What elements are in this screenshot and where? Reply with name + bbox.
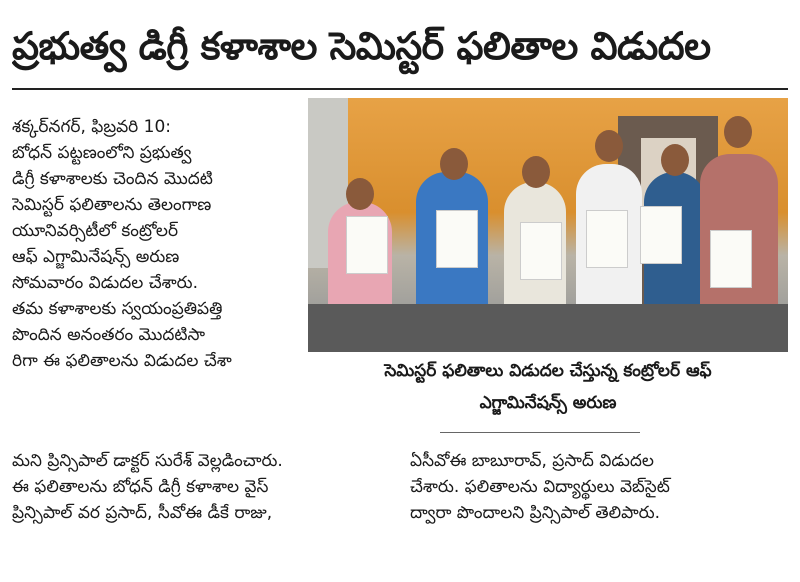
body-line: మని ప్రిన్సిపాల్ డాక్టర్ సురేశ్ వెల్లడించారు. bbox=[12, 451, 283, 471]
bottom-left-column bbox=[12, 448, 402, 526]
body-line: చేశారు. ఫలితాలను విద్యార్థులు వెబ్‌సైట్ bbox=[410, 477, 670, 497]
body-line: సోమవారం విడుదల చేశారు. bbox=[12, 273, 198, 293]
photo-paper bbox=[346, 216, 388, 274]
photo-head bbox=[724, 116, 752, 148]
photo-caption bbox=[308, 355, 788, 419]
body-line: ఈ ఫలితాలను బోధన్ డిగ్రీ కళాశాల వైస్ bbox=[12, 477, 269, 497]
photo-head bbox=[595, 130, 623, 162]
caption-line: సెమిస్టర్ ఫలితాలు విడుదల చేస్తున్న కంట్రోలర్ ఆఫ్ bbox=[384, 361, 712, 381]
body-line: తమ కళాశాలకు స్వయంప్రతిపత్తి bbox=[12, 299, 223, 319]
body-line: ఆఫ్ ఎగ్జామినేషన్స్ అరుణ bbox=[12, 247, 180, 267]
photo-paper bbox=[710, 230, 752, 288]
bottom-right-column bbox=[410, 448, 788, 526]
photo-head bbox=[346, 178, 374, 210]
photo-paper bbox=[640, 206, 682, 264]
caption-line: ఎగ్జామినేషన్స్ అరుణ bbox=[479, 393, 617, 413]
headline: ప్రభుత్వ డిగ్రీ కళాశాల సెమిస్టర్ ఫలితాల విడుదల bbox=[12, 24, 711, 68]
body-line: పొందిన అనంతరం మొదటిసా bbox=[12, 325, 206, 345]
photo-desk bbox=[308, 304, 788, 352]
left-column bbox=[12, 114, 302, 374]
photo-paper bbox=[586, 210, 628, 268]
body-line: డిగ్రీ కళాశాలకు చెందిన మొదటి bbox=[12, 169, 213, 189]
photo-head bbox=[522, 156, 550, 188]
body-line: ద్వారా పొందాలని ప్రిన్సిపాల్ తెలిపారు. bbox=[410, 503, 661, 523]
photo-head bbox=[440, 148, 468, 180]
photo-head bbox=[661, 144, 689, 176]
photo-paper bbox=[520, 222, 562, 280]
body-line: సెమిస్టర్ ఫలితాలను తెలంగాణ bbox=[12, 195, 212, 215]
body-line: బోధన్ పట్టణంలోని ప్రభుత్వ bbox=[12, 143, 192, 163]
body-line: శక్కర్‌నగర్, ఫిబ్రవరి 10: bbox=[12, 117, 172, 137]
news-photo bbox=[308, 98, 788, 352]
caption-rule bbox=[440, 432, 640, 433]
body-line: యూనివర్సిటీలో కంట్రోలర్ bbox=[12, 221, 179, 241]
photo-paper bbox=[436, 210, 478, 268]
body-line: రిగా ఈ ఫలితాలను విడుదల చేశా bbox=[12, 351, 232, 371]
body-line: ప్రిన్సిపాల్ వర ప్రసాద్, సీవోఈ డీకే రాజు, bbox=[12, 503, 273, 523]
body-line: ఏసీవోఈ బాబూరావ్, ప్రసాద్ విడుదల bbox=[410, 451, 654, 471]
headline-rule bbox=[12, 88, 788, 90]
